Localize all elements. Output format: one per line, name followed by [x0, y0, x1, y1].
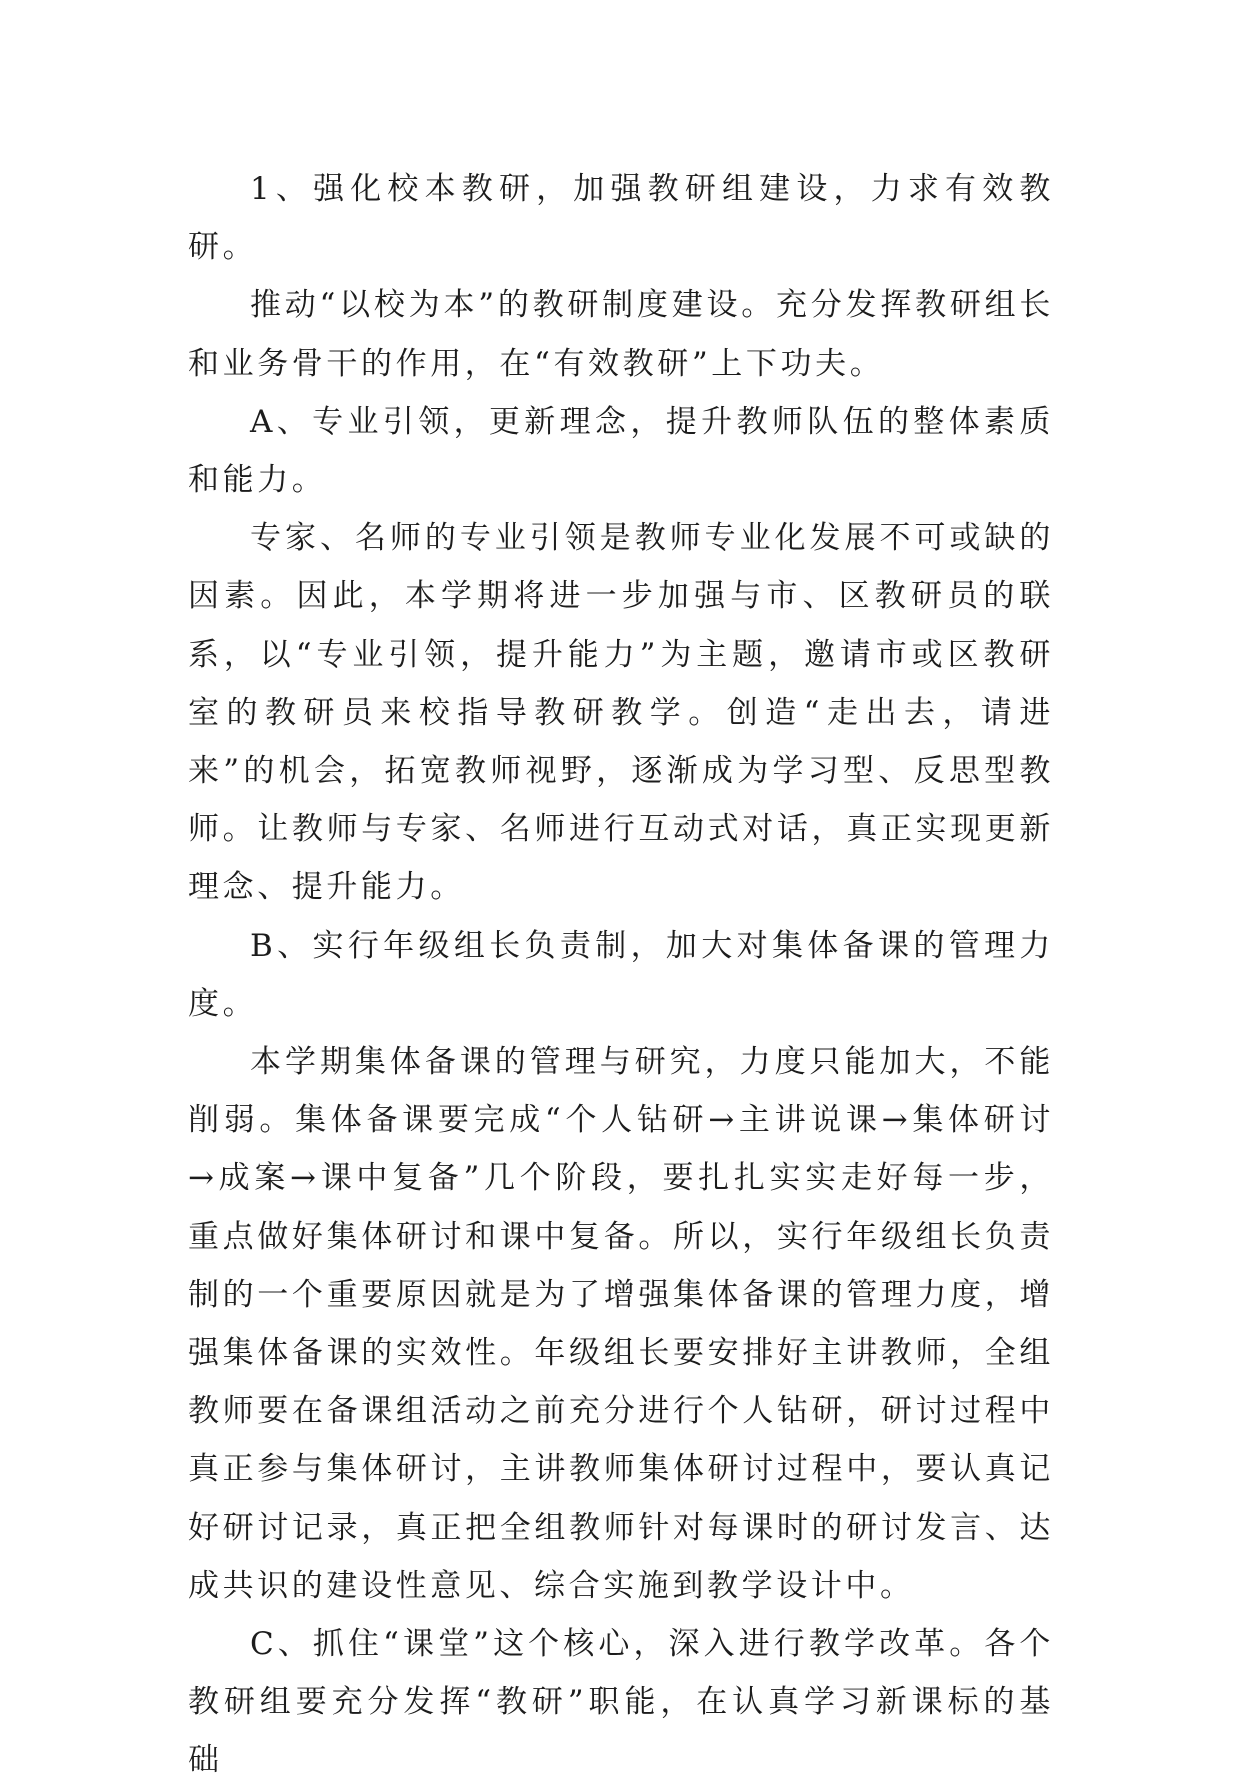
paragraph: 专家、名师的专业引领是教师专业化发展不可或缺的因素。因此，本学期将进一步加强与市、区教研员的联系，以“专业引领，提升能力”为主题，邀请市或区教研室的教研员来校指导教研教学。创造“走出去，请进来”的机会，拓宽教师视野，逐渐成为学习型、反思型教师。让教师与专家、名师进行互动式对话，真正实现更新理念、提升能力。	[188, 520, 1054, 906]
paragraph: 推动“以校为本”的教研制度建设。充分发挥教研组长和业务骨干的作用，在“有效教研”上下功夫。	[188, 287, 1054, 382]
paragraph-heading-1: 1、强化校本教研，加强教研组建设，力求有效教研。	[188, 171, 1054, 266]
paragraph-heading-a: A、专业引领，更新理念，提升教师队伍的整体素质和能力。	[188, 403, 1054, 499]
paragraph: 本学期集体备课的管理与研究，力度只能加大，不能削弱。集体备课要完成“个人钻研→主讲说课→集体研讨→成案→课中复备”几个阶段，要扎扎实实走好每一步，重点做好集体研讨和课中复备。所以，实行年级组长负责制的一个重要原因就是为了增强集体备课的管理力度，增强集体备课的实效性。年级组长要安排好主讲教师，全组教师要在备课组活动之前充分进行个人钻研，研讨过程中真正参与集体研讨，主讲教师集体研讨过程中，要认真记好研讨记录，真正把全组教师针对每课时的研讨发言、达成共识的建设性意见、综合实施到教学设计中。	[188, 1044, 1054, 1604]
paragraph-heading-b: B、实行年级组长负责制，加大对集体备课的管理力度。	[188, 927, 1054, 1022]
document-body	[188, 160, 1054, 1790]
paragraph-heading-c: C、抓住“课堂”这个核心，深入进行教学改革。各个教研组要充分发挥“教研”职能，在认真学习新课标的基础	[188, 1626, 1054, 1779]
